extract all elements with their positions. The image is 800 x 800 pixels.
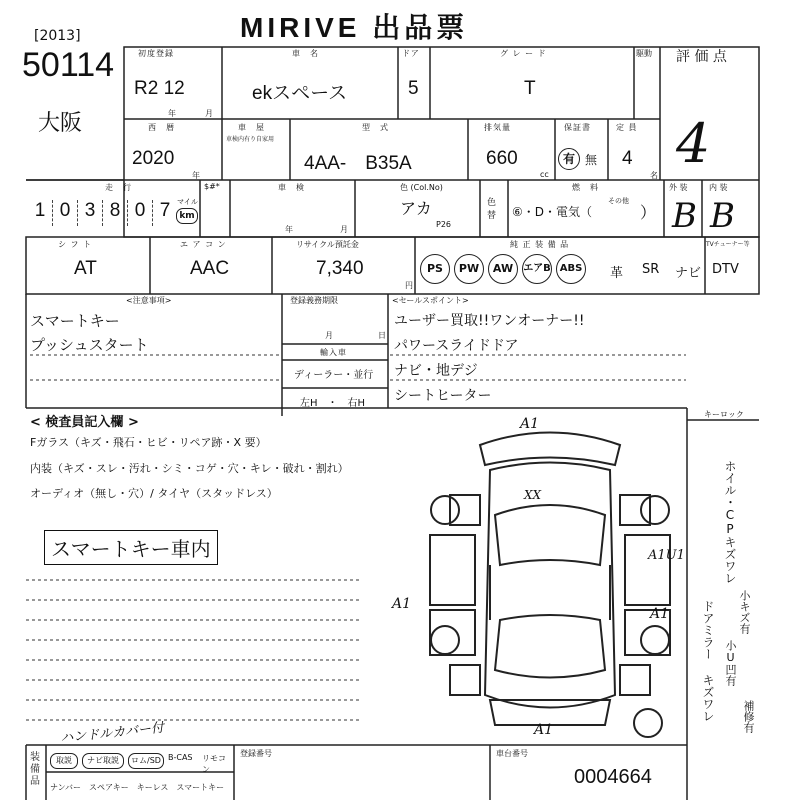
sales-line-4: シートヒーター: [394, 388, 492, 404]
item-plate: ナンバー: [50, 783, 82, 792]
right-note-3: 小キズ有: [738, 590, 751, 634]
warranty-yes-circle: [558, 148, 580, 170]
name-label: 車 名: [292, 49, 319, 58]
reg-unit-month: 月: [205, 109, 214, 118]
item-bcas: B-CAS: [168, 753, 193, 762]
seats-label: 定 員: [616, 123, 638, 132]
fuel-other: その他: [608, 197, 629, 205]
grade-label: グ レ ー ド: [500, 49, 547, 58]
model-label: 型 式: [362, 123, 389, 132]
year-tag: [2013]: [34, 28, 81, 44]
inspection-year: 年: [285, 225, 294, 234]
mileage-unit-mile: マイル: [177, 198, 198, 206]
mileage-digits: [28, 200, 178, 226]
recycle-value: 7,340: [316, 258, 364, 279]
ac-value: AAC: [190, 258, 230, 279]
inspector-line-3: オーディオ（無し・穴）/ タイヤ（スタッドレス）: [30, 487, 278, 500]
item-spare-key: スペアキー: [89, 783, 129, 792]
door-value: 5: [408, 78, 419, 99]
warranty-no: 無: [585, 153, 598, 167]
inspection-label: 車 検: [278, 183, 305, 192]
import-value: ディーラー・並行: [294, 370, 374, 381]
import-label: 輸入車: [320, 348, 347, 357]
location: 大阪: [38, 111, 83, 136]
door-label: ドア: [402, 49, 420, 58]
sales-label: <セールスポイント>: [392, 296, 469, 305]
item-navi-manual: ナビ取説: [82, 753, 124, 769]
caution-label: <注意事項>: [126, 296, 172, 305]
inspection-month: 月: [340, 225, 349, 234]
footer-items-top: [50, 753, 232, 775]
reg-number-label: 登録番号: [240, 749, 272, 758]
footer-items-bottom: [50, 782, 224, 793]
color-change-label: 色替: [487, 198, 499, 221]
interior-grade: B: [710, 196, 735, 236]
warranty-yes: 有: [558, 148, 580, 170]
grade-value: T: [524, 78, 536, 99]
car-diagram: [420, 425, 680, 745]
frame-label: 車台番号: [496, 749, 528, 758]
right-note-1: ホイル・CPキズワレ: [723, 460, 737, 584]
equip-pw: PW: [454, 254, 484, 284]
right-note-4: 小U凹有: [724, 640, 737, 686]
right-note-2: ドアミラー キズワレ: [701, 600, 715, 722]
shape-note: 車検内有り自家用: [226, 136, 275, 143]
warranty-label: 保証書: [564, 123, 591, 132]
eval-score: 4: [676, 112, 711, 175]
eval-label: 評 価 点: [676, 49, 727, 65]
seats-value: 4: [622, 148, 633, 169]
form-title: MIRIVE 出品票: [240, 12, 469, 43]
mark-right-lower: A1: [650, 606, 670, 622]
lot-number: 50114: [22, 46, 115, 84]
cc-label: 排気量: [484, 123, 511, 132]
reg-value: R2 12: [134, 78, 185, 99]
equip-aw: AW: [488, 254, 518, 284]
key-lock-label: キーロック: [704, 410, 744, 419]
era-unit: 年: [192, 171, 201, 180]
mileage-digit: 1: [28, 200, 53, 226]
fuel-label: 燃 料: [572, 183, 599, 192]
mark-right-upper: A1U1: [648, 548, 685, 563]
item-remote: リモコン: [202, 754, 226, 774]
footer-col-label: 装 備 品: [30, 752, 40, 787]
item-smart-key: スマートキー: [176, 783, 225, 792]
sales-line-1: ユーザー買取!!ワンオーナー!!: [394, 313, 585, 329]
sharp-label: $#*: [204, 182, 220, 191]
inspector-title: < 検査員記入欄 >: [30, 415, 139, 430]
mileage-label: 走 行: [105, 183, 132, 192]
cc-unit: cc: [540, 170, 549, 179]
recycle-unit: 円: [405, 281, 414, 290]
mileage-unit-km: km: [176, 208, 198, 224]
equip-label: 純 正 装 備 品: [510, 240, 570, 249]
mileage-digit: 0: [128, 200, 153, 226]
cc-value: 660: [486, 148, 518, 169]
seats-unit: 名: [650, 171, 659, 180]
color-value: アカ: [400, 199, 432, 218]
mark-bottom: A1: [534, 722, 554, 738]
mark-roof: XX: [524, 488, 542, 502]
ac-label: エ ア コ ン: [180, 240, 227, 249]
exterior-label: 外 装: [669, 183, 688, 192]
frame-number: 0004664: [574, 766, 652, 788]
exterior-grade: B: [672, 196, 697, 236]
mileage-digit: 7: [159, 200, 171, 221]
mileage-digit: 3: [78, 200, 103, 226]
fuel-close: ）: [640, 203, 657, 222]
item-rom-sd: ロム/SD: [128, 753, 164, 769]
sales-line-2: パワースライドドア: [394, 338, 519, 354]
era-label: 西 暦: [148, 123, 175, 132]
handle-value: 左H ・ 右H: [300, 398, 366, 409]
fuel-value: ⑥・D・電気（: [512, 205, 592, 219]
regdate-label: 登録義務期限: [290, 296, 338, 305]
equip-abs: ABS: [556, 254, 586, 284]
tuner-label: TVチューナー等: [706, 241, 750, 248]
regdate-day: 日: [378, 331, 387, 340]
drive-label: 駆動: [636, 49, 652, 58]
item-keyless: キーレス: [136, 783, 169, 792]
color-label: 色 (Col.No): [400, 183, 443, 192]
name-value: ekスペース: [252, 83, 348, 104]
item-manual: 取説: [50, 753, 78, 769]
model-value: 4AA- B35A: [304, 153, 412, 174]
mark-top: A1: [520, 416, 540, 432]
era-value: 2020: [132, 148, 175, 169]
inspector-line-1: Fガラス（キズ・飛石・ヒビ・リペア跡・X 要）: [30, 436, 267, 449]
right-note-5: 補修有: [742, 700, 755, 733]
equip-ps: PS: [420, 254, 450, 284]
equip-airbag: エアB: [522, 254, 552, 284]
tuner-value: DTV: [712, 262, 739, 277]
sales-line-3: ナビ・地デジ: [394, 363, 478, 379]
handwritten-note: スマートキー車内: [44, 530, 218, 565]
equip-circled-list: [420, 254, 586, 284]
shift-value: AT: [74, 258, 97, 279]
equip-navi: ナビ: [675, 266, 702, 281]
regdate-month: 月: [325, 331, 334, 340]
caution-line-1: スマートキー: [30, 312, 120, 330]
shift-label: シ フ ト: [58, 240, 93, 249]
caution-line-2: プッシュスタート: [30, 336, 149, 354]
mark-left: A1: [392, 596, 412, 612]
equip-leather: 革: [610, 266, 624, 281]
reg-label: 初度登録: [138, 49, 174, 58]
mileage-digit: 0: [53, 200, 78, 226]
handwritten-bottom: ハンドルカバー付: [59, 720, 165, 747]
inspector-line-2: 内装（キズ・スレ・汚れ・シミ・コゲ・穴・キレ・破れ・割れ）: [30, 462, 349, 475]
mileage-digit: 8: [103, 200, 128, 226]
recycle-label: リサイクル預託金: [296, 240, 359, 249]
color-code: P26: [436, 220, 452, 229]
interior-label: 内 装: [709, 183, 728, 192]
equip-sunroof: SR: [642, 262, 660, 277]
shape-label: 車 屋: [238, 123, 265, 132]
reg-unit-year: 年: [168, 109, 177, 118]
